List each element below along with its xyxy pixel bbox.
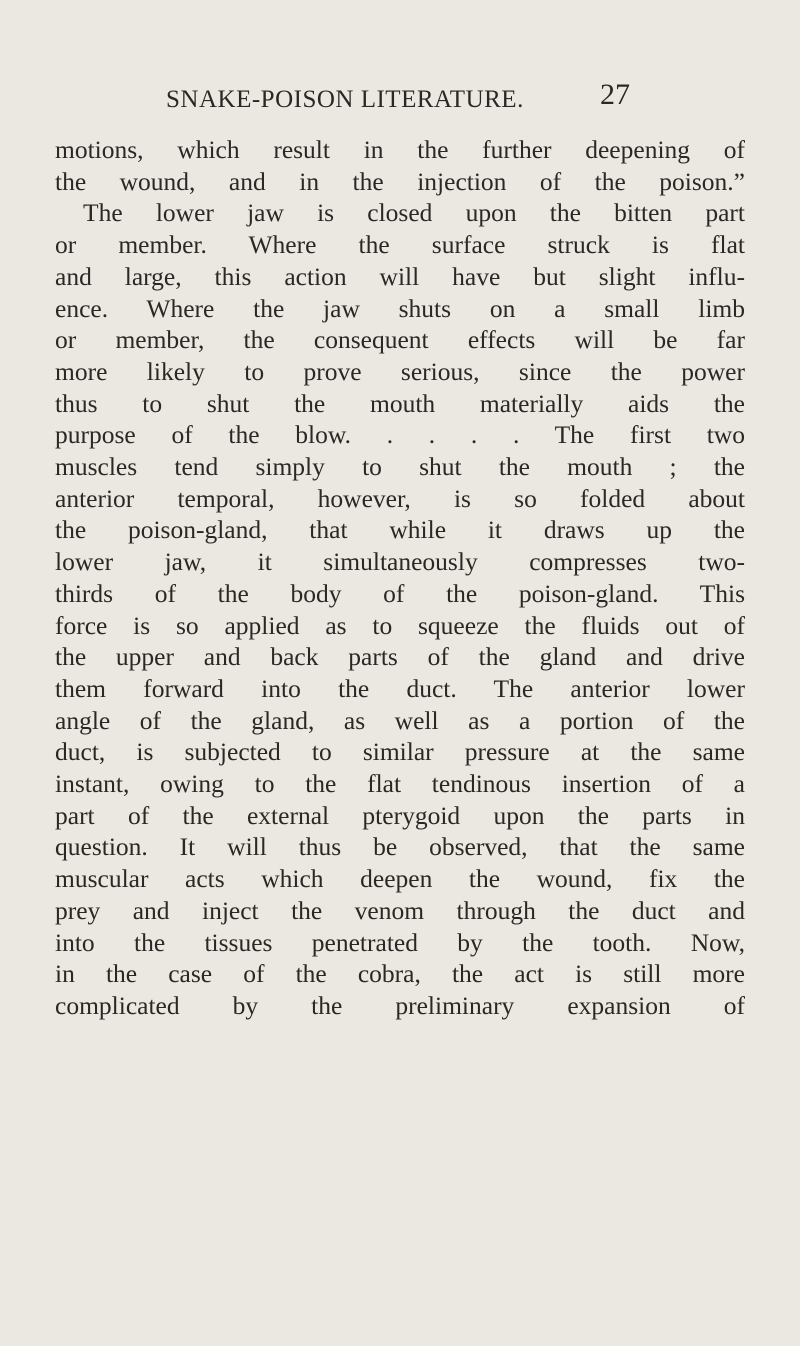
text-line: into the tissues penetrated by the tooth. Now,	[55, 927, 745, 957]
text-line: The lower jaw is closed upon the bitten part	[83, 198, 745, 228]
text-line: them forward into the duct. The anterior lower	[55, 673, 745, 703]
text-line: thirds of the body of the poison-gland. This	[55, 578, 745, 608]
text-line: purpose of the blow. . . . . The first two	[55, 420, 745, 450]
text-line: or member. Where the surface struck is flat	[55, 230, 745, 260]
text-line: duct, is subjected to similar pressure at the same	[55, 737, 745, 767]
text-line: instant, owing to the flat tendinous insertion of a	[55, 769, 745, 799]
text-line: muscular acts which deepen the wound, fix the	[55, 864, 745, 894]
text-line: anterior temporal, however, is so folded about	[55, 483, 745, 513]
text-line: muscles tend simply to shut the mouth ; the	[55, 452, 745, 482]
text-line: ence. Where the jaw shuts on a small limb	[55, 293, 745, 323]
text-line: more likely to prove serious, since the power	[55, 356, 745, 386]
page-header	[0, 78, 800, 124]
text-line: force is so applied as to squeeze the fluids out of	[55, 610, 745, 640]
text-line: the poison-gland, that while it draws up the	[55, 515, 745, 545]
text-line: in the case of the cobra, the act is still more	[55, 959, 745, 989]
text-line: or member, the consequent effects will be far	[55, 325, 745, 355]
text-line: prey and inject the venom through the duct and	[55, 895, 745, 925]
text-line: the wound, and in the injection of the poison.”	[55, 166, 745, 196]
text-line: question. It will thus be observed, that the same	[55, 832, 745, 862]
running-head: SNAKE-POISON LITERATURE.	[166, 86, 524, 113]
text-line: angle of the gland, as well as a portion of the	[55, 705, 745, 735]
text-line: complicated by the preliminary expansion of	[55, 990, 745, 1020]
page-number: 27	[600, 78, 630, 111]
text-line: lower jaw, it simultaneously compresses two-	[55, 547, 745, 577]
text-line: the upper and back parts of the gland and drive	[55, 642, 745, 672]
text-line: and large, this action will have but slight influ-	[55, 261, 745, 291]
text-line: part of the external pterygoid upon the parts in	[55, 800, 745, 830]
body-text	[55, 134, 745, 1022]
text-line: motions, which result in the further deepening of	[55, 135, 745, 164]
text-line: thus to shut the mouth materially aids the	[55, 388, 745, 418]
